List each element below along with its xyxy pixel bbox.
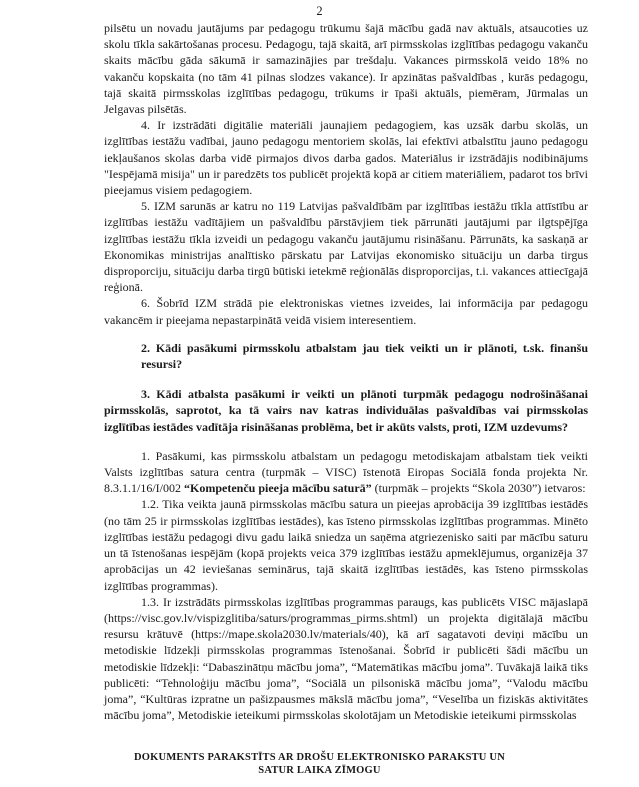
paragraph-electronic-site: 6. Šobrīd IZM strādā pie elektroniskas vietnes izveides, lai informācija par pedagogu vakancēm ir pieejama nepastarpinātā veidā visiem interesentiem. — [104, 296, 588, 327]
question-2-heading: 2. Kādi pasākumi pirmsskolu atbalstam jau tiek veikti un ir plānoti, t.sk. finanšu resursi? — [141, 340, 588, 372]
footer-line-2: SATUR LAIKA ZĪMOGU — [258, 765, 381, 776]
footer-line-1: DOKUMENTS PARAKSTĪTS AR DROŠU ELEKTRONISKO PARAKSTU UN — [134, 752, 505, 763]
paragraph-municipal-talks: 5. IZM sarunās ar katru no 119 Latvijas pašvaldībām par izglītības iestāžu tīkla attīstību ar izglītības iestāžu vadītājiem un pašvaldību pārstāvjiem tiek pārrunāti jautājumi par ilgtspējīga izglītības iestāžu tīkla izveidi un pedagogu vakanču jautājumu risināšanu. Pārrunāts, ka saskaņā ar Ekonomikas ministrijas analītisko pārskatu par Latvijas ekonomisko situāciju un darba tirgus disproporciju, situāciju darba tirgū būtiski ietekmē reģionālās disproporcijas, t.i. vakances attiecīgajā reģionā. — [104, 199, 588, 295]
signature-footer — [0, 751, 639, 777]
question-3-heading: 3. Kādi atbalsta pasākumi ir veikti un plānoti turpmāk pedagogu nodrošināšanai pirmsskolās, saprotot, ka tā vairs nav katras individuālas pašvaldības vai pirmsskolas izglītības iestādes vadītāja risināšanas problēma, bet ir akūts valsts, proti, IZM uzdevums? — [104, 387, 588, 434]
document-body — [104, 20, 588, 723]
paragraph-approbation: 1.2. Tika veikta jaunā pirmsskolas mācību satura un pieejas aprobācija 39 izglītības iestādēs (no tām 25 ir pirmsskolas izglītības iestādes), kas īsteno pirmsskolas izglītības programmas. Minēto izglītības iestāžu pedagogi divu gadu laikā sniedza un saņēma atgriezenisko saiti par mācību saturu un tā īstenošanas iespējām (kopā projekts veica 379 izglītības iestāžu apmeklējumus, organizēja 37 aprobācijas un 42 ieviešanas seminārus, tajā skaitā izglītības iestādēs, kas īsteno pirmsskolas izglītības programmas). — [104, 497, 588, 593]
paragraph-vacancies: pilsētu un novadu jautājums par pedagogu trūkumu šajā mācību gadā nav aktuāls, atsaucoties uz skolu tīkla sakārtošanas procesu. Pedagogu, tajā skaitā, arī pirmsskolas izglītības pedagogu vakanču skaits mācību gāda sākumā ir samazinājies par trešdaļu. Vakances pirmsskolā veido 18% no vakanču kopskaita (no tām 41 pilnas slodzes vakance). Ir apzinātas pašvaldības , kurās pedagogu, tajā skaitā pirmsskolas izglītības pedagogu, trūkums ir īpaši aktuāls, piemēram, Jūrmalas un Jelgavas pilsētās. — [104, 21, 588, 117]
measures-text-end: (turpmāk – projekts “Skola 2030”) ietvaros: — [371, 481, 586, 496]
paragraph-measures — [104, 448, 588, 497]
page-number: 2 — [316, 4, 323, 18]
paragraph-digital-materials: 4. Ir izstrādāti digitālie materiāli jaunajiem pedagogiem, kas uzsāk darbu skolās, un izglītības iestāžu vadībai, jauno pedagogu mentoriem skolās, lai efektīvi atbalstītu jauno pedagogu iekļaušanos skolas darba vidē pirmajos divos darba gados. Materiālus ir izstrādājis nodibinājums "Iespējamā misija" un ir paredzēts tos publicēt projektā kopā ar citiem materiāliem, padarot tos brīvi pieejamus visiem pedagogiem. — [104, 118, 588, 198]
measures-text-start: 1. Pasākumi, kas pirmsskolu atbalstam un pedagogu metodiskajam atbalstam tiek veikti Valsts izglītības satura centra (turpmāk – VISC) īstenotā Eiropas Sociālā fonda projekta Nr. 8.3.1.1/16/I/002 — [104, 448, 588, 496]
project-title: “Kompetenču pieeja mācību saturā” — [184, 481, 372, 496]
paragraph-program-sample: 1.3. Ir izstrādāts pirmsskolas izglītības programmas paraugs, kas publicēts VISC mājaslapā (https://visc.gov.lv/vispizglitiba/saturs/programmas_pirms.shtml) un projekta digitālajā mācību resursu krātuvē (https://mape.skola2030.lv/materials/40), kā arī sagatavoti deviņi mācību un metodiskie līdzekļi pirmsskolas programmas īstenošanai. Šobrīd ir publicēti šādi mācību un metodiskie līdzekļi: “Dabaszinātņu mācību joma”, “Matemātikas mācību joma”. Tuvākajā laikā tiks publicēti: “Tehnoloģiju mācību joma”, “Sociālā un pilsoniskā mācību joma”, “Valodu mācību joma”, “Kultūras izpratne un pašizpausmes mākslā mācību joma”, “Veselība un fiziskās aktivitātes mācību joma”, Metodiskie ieteikumi pirmsskolas skolotājam un Metodiskie ieteikumi pirmsskolas — [104, 594, 588, 723]
